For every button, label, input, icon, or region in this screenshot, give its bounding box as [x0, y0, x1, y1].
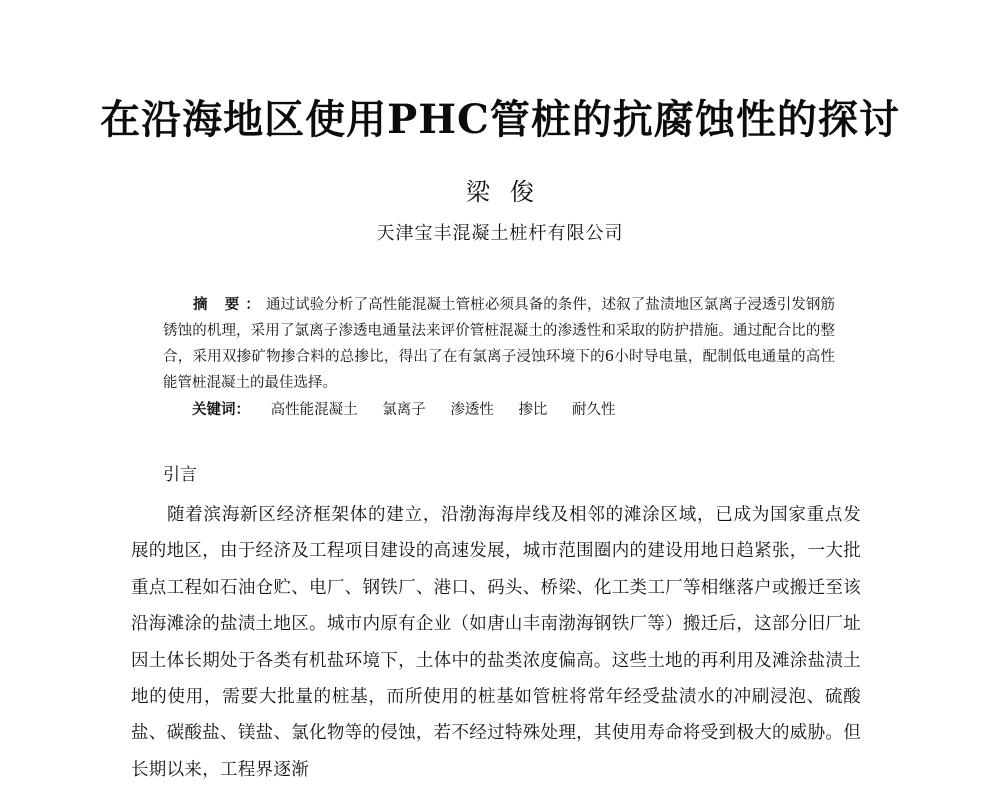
paper-title: 在沿海地区使用PHC管桩的抗腐蚀性的探讨 — [100, 96, 900, 143]
keyword: 氯离子 — [382, 402, 426, 418]
keyword: 渗透性 — [450, 402, 494, 418]
abstract-text: 通过试验分析了高性能混凝土管桩必须具备的条件，述叙了盐渍地区氯离子浸透引发钢筋锈蚀的机理，采用了氯离子渗透电通量法来评价管桩混凝土的渗透性和采取的防护措施。通过配合比的整合，采用双掺矿物掺合料的总掺比，得出了在有氯离子浸蚀环境下的6小时导电量，配制低电通量的高性能管桩混凝土的最佳选择。 — [163, 297, 835, 391]
keywords-label: 关键词： — [192, 401, 250, 418]
author-affiliation: 天津宝丰混凝土桩杆有限公司 — [376, 223, 624, 244]
keywords — [192, 398, 832, 422]
body-paragraph: 随着滨海新区经济框架体的建立，沿渤海海岸线及相邻的滩涂区域，已成为国家重点发展的地区，由于经济及工程项目建设的高速发展，城市范围圈内的建设用地日趋紧张，一大批重点工程如石油仓贮、电厂、钢铁厂、港口、码头、桥梁、化工类工厂等相继落户或搬迁至该沿海滩涂的盐渍土地区。城市内原有企业（如唐山丰南渤海钢铁厂等）搬迁后，这部分旧厂址因土体长期处于各类有机盐环境下，土体中的盐类浓度偏高。这些土地的再利用及滩涂盐渍土地的使用，需要大批量的桩基，而所使用的桩基如管桩将常年经受盐渍水的冲刷浸泡、硫酸盐、碳酸盐、镁盐、氯化物等的侵蚀，若不经过特殊处理，其使用寿命将受到极大的威胁。但长期以来，工程界逐渐 — [131, 505, 861, 780]
paper-author: 梁俊 — [466, 178, 554, 206]
abstract — [163, 292, 835, 396]
keyword: 高性能混凝土 — [270, 402, 358, 418]
keyword: 掺比 — [518, 402, 548, 418]
section-heading-introduction: 引言 — [163, 465, 197, 485]
abstract-label: 摘 要： — [193, 296, 266, 313]
keyword: 耐久性 — [572, 402, 616, 418]
